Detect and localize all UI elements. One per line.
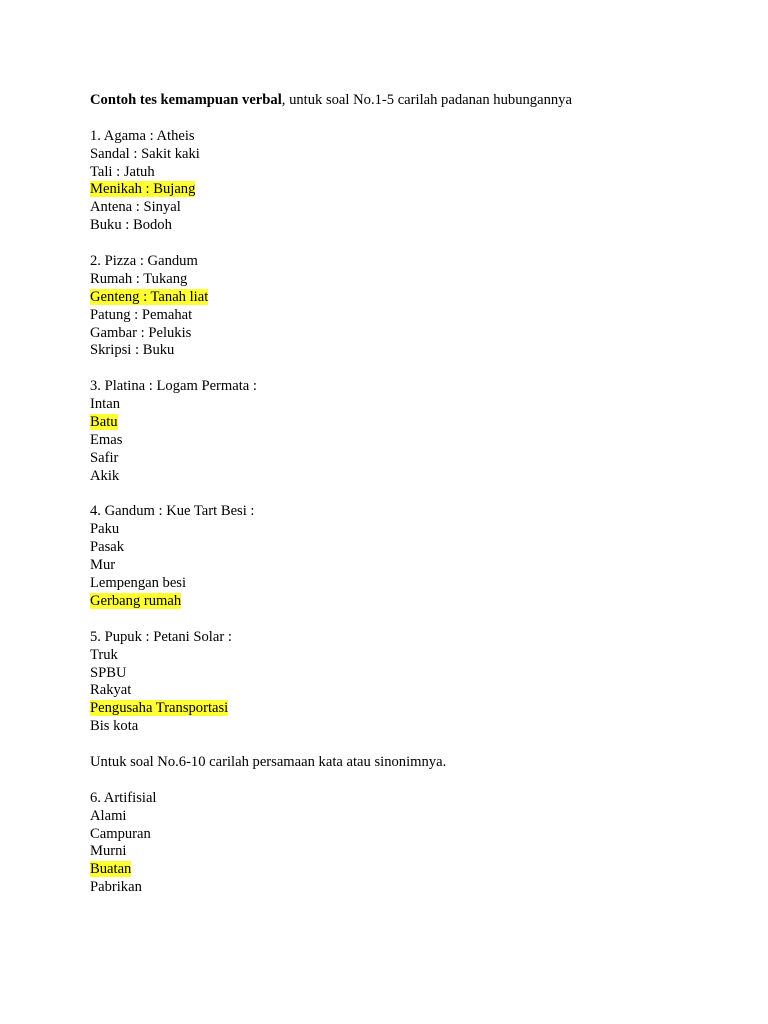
questions-1-5	[90, 128, 730, 754]
answer-option: Skripsi : Buku	[90, 342, 175, 359]
question-block	[90, 253, 730, 378]
option-line	[90, 539, 730, 557]
option-line	[90, 217, 730, 235]
highlighted-answer: Gerbang rumah	[90, 592, 182, 609]
option-line	[90, 861, 730, 879]
option-line	[90, 682, 730, 700]
answer-option: Bis kota	[90, 718, 139, 735]
answer-option: Campuran	[90, 825, 151, 842]
option-line	[90, 468, 730, 486]
highlighted-answer: Pengusaha Transportasi	[90, 700, 229, 717]
highlighted-answer: Buatan	[90, 861, 132, 878]
spacer	[90, 897, 730, 915]
option-line	[90, 181, 730, 199]
option-line	[90, 289, 730, 307]
spacer	[90, 611, 730, 629]
answer-option: Truk	[90, 646, 118, 663]
option-line	[90, 396, 730, 414]
option-line	[90, 575, 730, 593]
answer-option: Akik	[90, 467, 120, 484]
option-line	[90, 665, 730, 683]
highlighted-answer: Menikah : Bujang	[90, 181, 196, 198]
question-block	[90, 128, 730, 253]
option-line	[90, 164, 730, 182]
document-body	[90, 92, 730, 915]
answer-option: Pabrikan	[90, 879, 142, 896]
option-line	[90, 700, 730, 718]
question-prompt: 5. Pupuk : Petani Solar :	[90, 628, 232, 645]
intro-bold-text: Contoh tes kemampuan verbal	[90, 92, 282, 108]
spacer	[90, 486, 730, 504]
option-line	[90, 342, 730, 360]
option-line	[90, 414, 730, 432]
option-line	[90, 146, 730, 164]
option-line	[90, 718, 730, 736]
answer-option: Intan	[90, 396, 120, 413]
answer-option: Antena : Sinyal	[90, 199, 181, 216]
answer-option: Lempengan besi	[90, 575, 187, 592]
answer-option: Rumah : Tukang	[90, 270, 188, 287]
question-prompt: 4. Gandum : Kue Tart Besi :	[90, 503, 255, 520]
answer-option: Gambar : Pelukis	[90, 324, 192, 341]
option-line	[90, 879, 730, 897]
option-line	[90, 843, 730, 861]
answer-option: Buku : Bodoh	[90, 217, 172, 234]
option-line	[90, 557, 730, 575]
answer-option: Safir	[90, 449, 119, 466]
intro-rest-text: , untuk soal No.1-5 carilah padanan hubungannya	[281, 92, 572, 108]
answer-option: Sandal : Sakit kaki	[90, 145, 200, 162]
answer-option: SPBU	[90, 664, 127, 681]
spacer	[90, 235, 730, 253]
spacer	[90, 110, 730, 128]
spacer	[90, 772, 730, 790]
option-line	[90, 826, 730, 844]
option-line	[90, 271, 730, 289]
section2-intro: Untuk soal No.6-10 carilah persamaan kata atau sinonimnya.	[90, 753, 447, 770]
question-block	[90, 378, 730, 503]
answer-option: Rakyat	[90, 682, 132, 699]
option-line	[90, 432, 730, 450]
intro-line	[90, 92, 730, 110]
option-line	[90, 307, 730, 325]
option-line	[90, 647, 730, 665]
question-block	[90, 629, 730, 754]
question-block	[90, 503, 730, 628]
question-block	[90, 790, 730, 915]
question-prompt: 3. Platina : Logam Permata :	[90, 378, 257, 395]
answer-option: Pasak	[90, 539, 125, 556]
answer-option: Patung : Pemahat	[90, 306, 193, 323]
question-prompt: 2. Pizza : Gandum	[90, 253, 198, 270]
answer-option: Emas	[90, 431, 123, 448]
option-line	[90, 325, 730, 343]
question-prompt: 6. Artifisial	[90, 789, 157, 806]
questions-6-10	[90, 790, 730, 915]
option-line	[90, 450, 730, 468]
option-line	[90, 593, 730, 611]
highlighted-answer: Genteng : Tanah liat	[90, 288, 209, 305]
answer-option: Alami	[90, 807, 127, 824]
answer-option: Tali : Jatuh	[90, 163, 155, 180]
answer-option: Murni	[90, 843, 127, 860]
highlighted-answer: Batu	[90, 414, 118, 431]
spacer	[90, 736, 730, 754]
option-line	[90, 199, 730, 217]
answer-option: Mur	[90, 557, 116, 574]
option-line	[90, 808, 730, 826]
question-prompt: 1. Agama : Atheis	[90, 127, 195, 144]
answer-option: Paku	[90, 521, 120, 538]
option-line	[90, 521, 730, 539]
spacer	[90, 360, 730, 378]
